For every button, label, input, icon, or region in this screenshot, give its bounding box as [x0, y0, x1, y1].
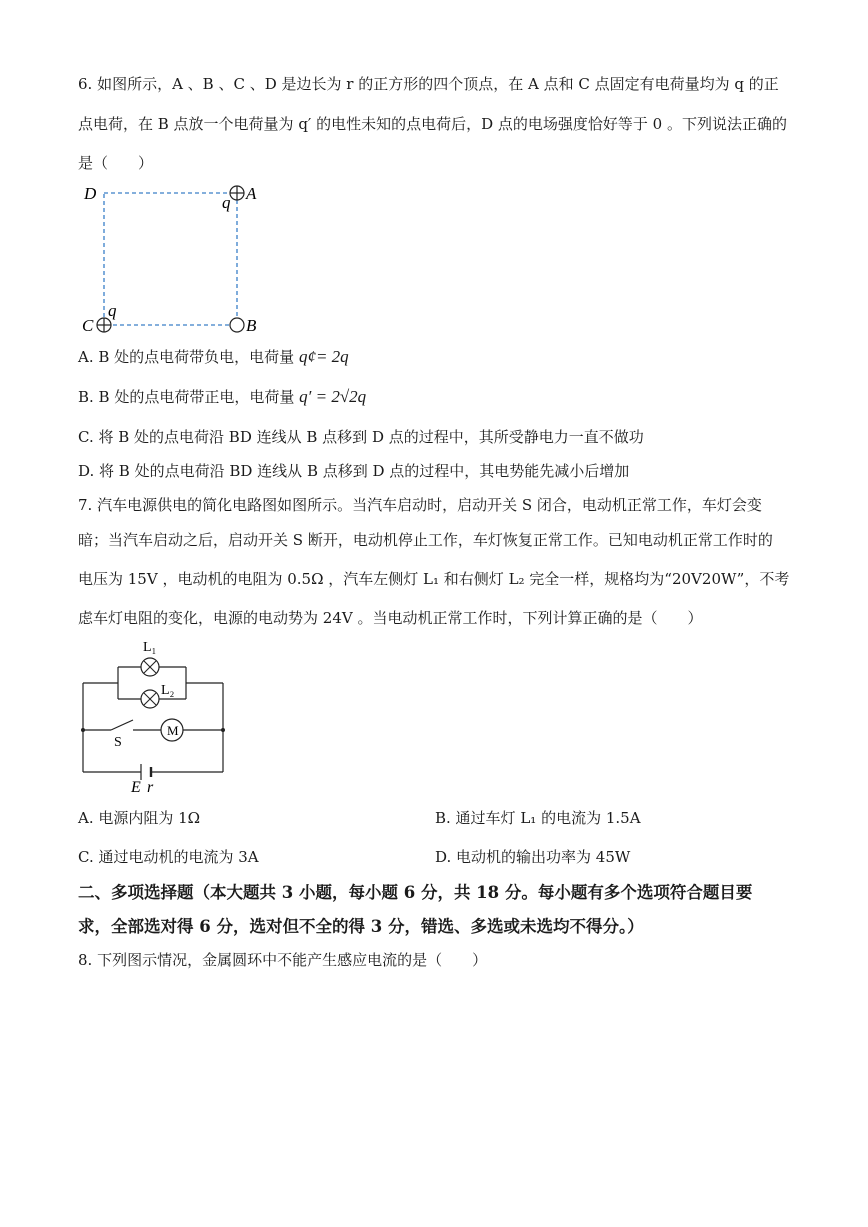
label-M: M	[167, 723, 179, 738]
q7-stem-line-2: 暗；当汽车启动之后，启动开关 S 断开，电动机停止工作，车灯恢复正常工作。已知电动机正常工作时的	[78, 531, 773, 549]
q7-stem-line-1: 7. 汽车电源供电的简化电路图如图所示。当汽车启动时，启动开关 S 闭合，电动机正常工作，车灯会变	[78, 496, 762, 514]
q6-option-B-text: B. B 处的点电荷带正电，电荷量	[78, 388, 300, 406]
q6-stem-line-1: 6. 如图所示，A 、B 、C 、D 是边长为 r 的正方形的四个顶点，在 A 点和 C 点固定有电荷量均为 q 的正	[78, 75, 779, 93]
label-qA: q	[222, 193, 231, 212]
q6-option-B-math: q′ = 2√2q	[299, 387, 367, 406]
q7-option-B: B. 通过车灯 L₁ 的电流为 1.5A	[435, 809, 641, 827]
junction-dot	[221, 728, 225, 732]
section-2-heading-line-1: 二、多项选择题（本大题共 3 小题，每小题 6 分，共 18 分。每小题有多个选项符合题目要	[78, 883, 753, 902]
label-qC: q	[108, 301, 117, 320]
label-r: r	[147, 779, 154, 796]
q7-option-C: C. 通过电动机的电流为 3A	[78, 848, 259, 866]
section-2-heading-line-2: 求，全部选对得 6 分，选对但不全的得 3 分，错选、多选或未选均不得分。）	[78, 917, 644, 936]
label-S: S	[114, 735, 122, 750]
q6-option-D: D. 将 B 处的点电荷沿 BD 连线从 B 点移到 D 点的过程中，其电势能先减小后增加	[78, 462, 630, 480]
lamp-L2-icon	[141, 690, 159, 708]
junction-dot	[81, 728, 85, 732]
positive-charge-A-icon	[230, 186, 244, 200]
motor-icon	[161, 719, 183, 741]
q6-option-C: C. 将 B 处的点电荷沿 BD 连线从 B 点移到 D 点的过程中，其所受静电力一直不做功	[78, 428, 644, 446]
q6-stem-line-2: 点电荷，在 B 点放一个电荷量为 q′ 的电性未知的点电荷后，D 点的电场强度恰好等于 0 。下列说法正确的	[78, 115, 787, 133]
label-D: D	[84, 184, 97, 203]
q6-stem-line-3: 是（ ）	[78, 154, 154, 172]
positive-charge-C-icon	[97, 318, 111, 332]
label-A: A	[246, 184, 257, 203]
label-C: C	[82, 316, 94, 335]
q6-option-A-text: A. B 处的点电荷带负电，电荷量	[78, 348, 299, 366]
lamp-L1-icon	[141, 658, 159, 676]
q7-circuit-figure	[78, 632, 238, 797]
label-E: E	[131, 779, 141, 796]
q6-option-A-math: q¢= 2q	[298, 347, 349, 366]
square-dashed	[104, 193, 237, 325]
q7-stem-line-3: 电压为 15V ，电动机的电阻为 0.5Ω ，汽车左侧灯 L₁ 和右侧灯 L₂ 完全一样，规格均为“20V20W”，不考	[78, 570, 790, 588]
label-L2: L₂	[161, 683, 175, 698]
label-B: B	[246, 316, 257, 335]
q7-option-D: D. 电动机的输出功率为 45W	[435, 848, 631, 866]
label-L1: L₁	[143, 640, 157, 655]
q6-option-A	[78, 347, 349, 367]
charge-B-icon	[230, 318, 244, 332]
q6-option-B	[78, 387, 366, 407]
q7-stem-line-4: 虑车灯电阻的变化，电源的电动势为 24V 。当电动机正常工作时，下列计算正确的是（ ）	[78, 609, 703, 627]
q6-square-figure	[78, 178, 278, 338]
q8-stem-line-1: 8. 下列图示情况，金属圆环中不能产生感应电流的是（ ）	[78, 951, 488, 969]
q7-option-A: A. 电源内阻为 1Ω	[78, 809, 201, 827]
